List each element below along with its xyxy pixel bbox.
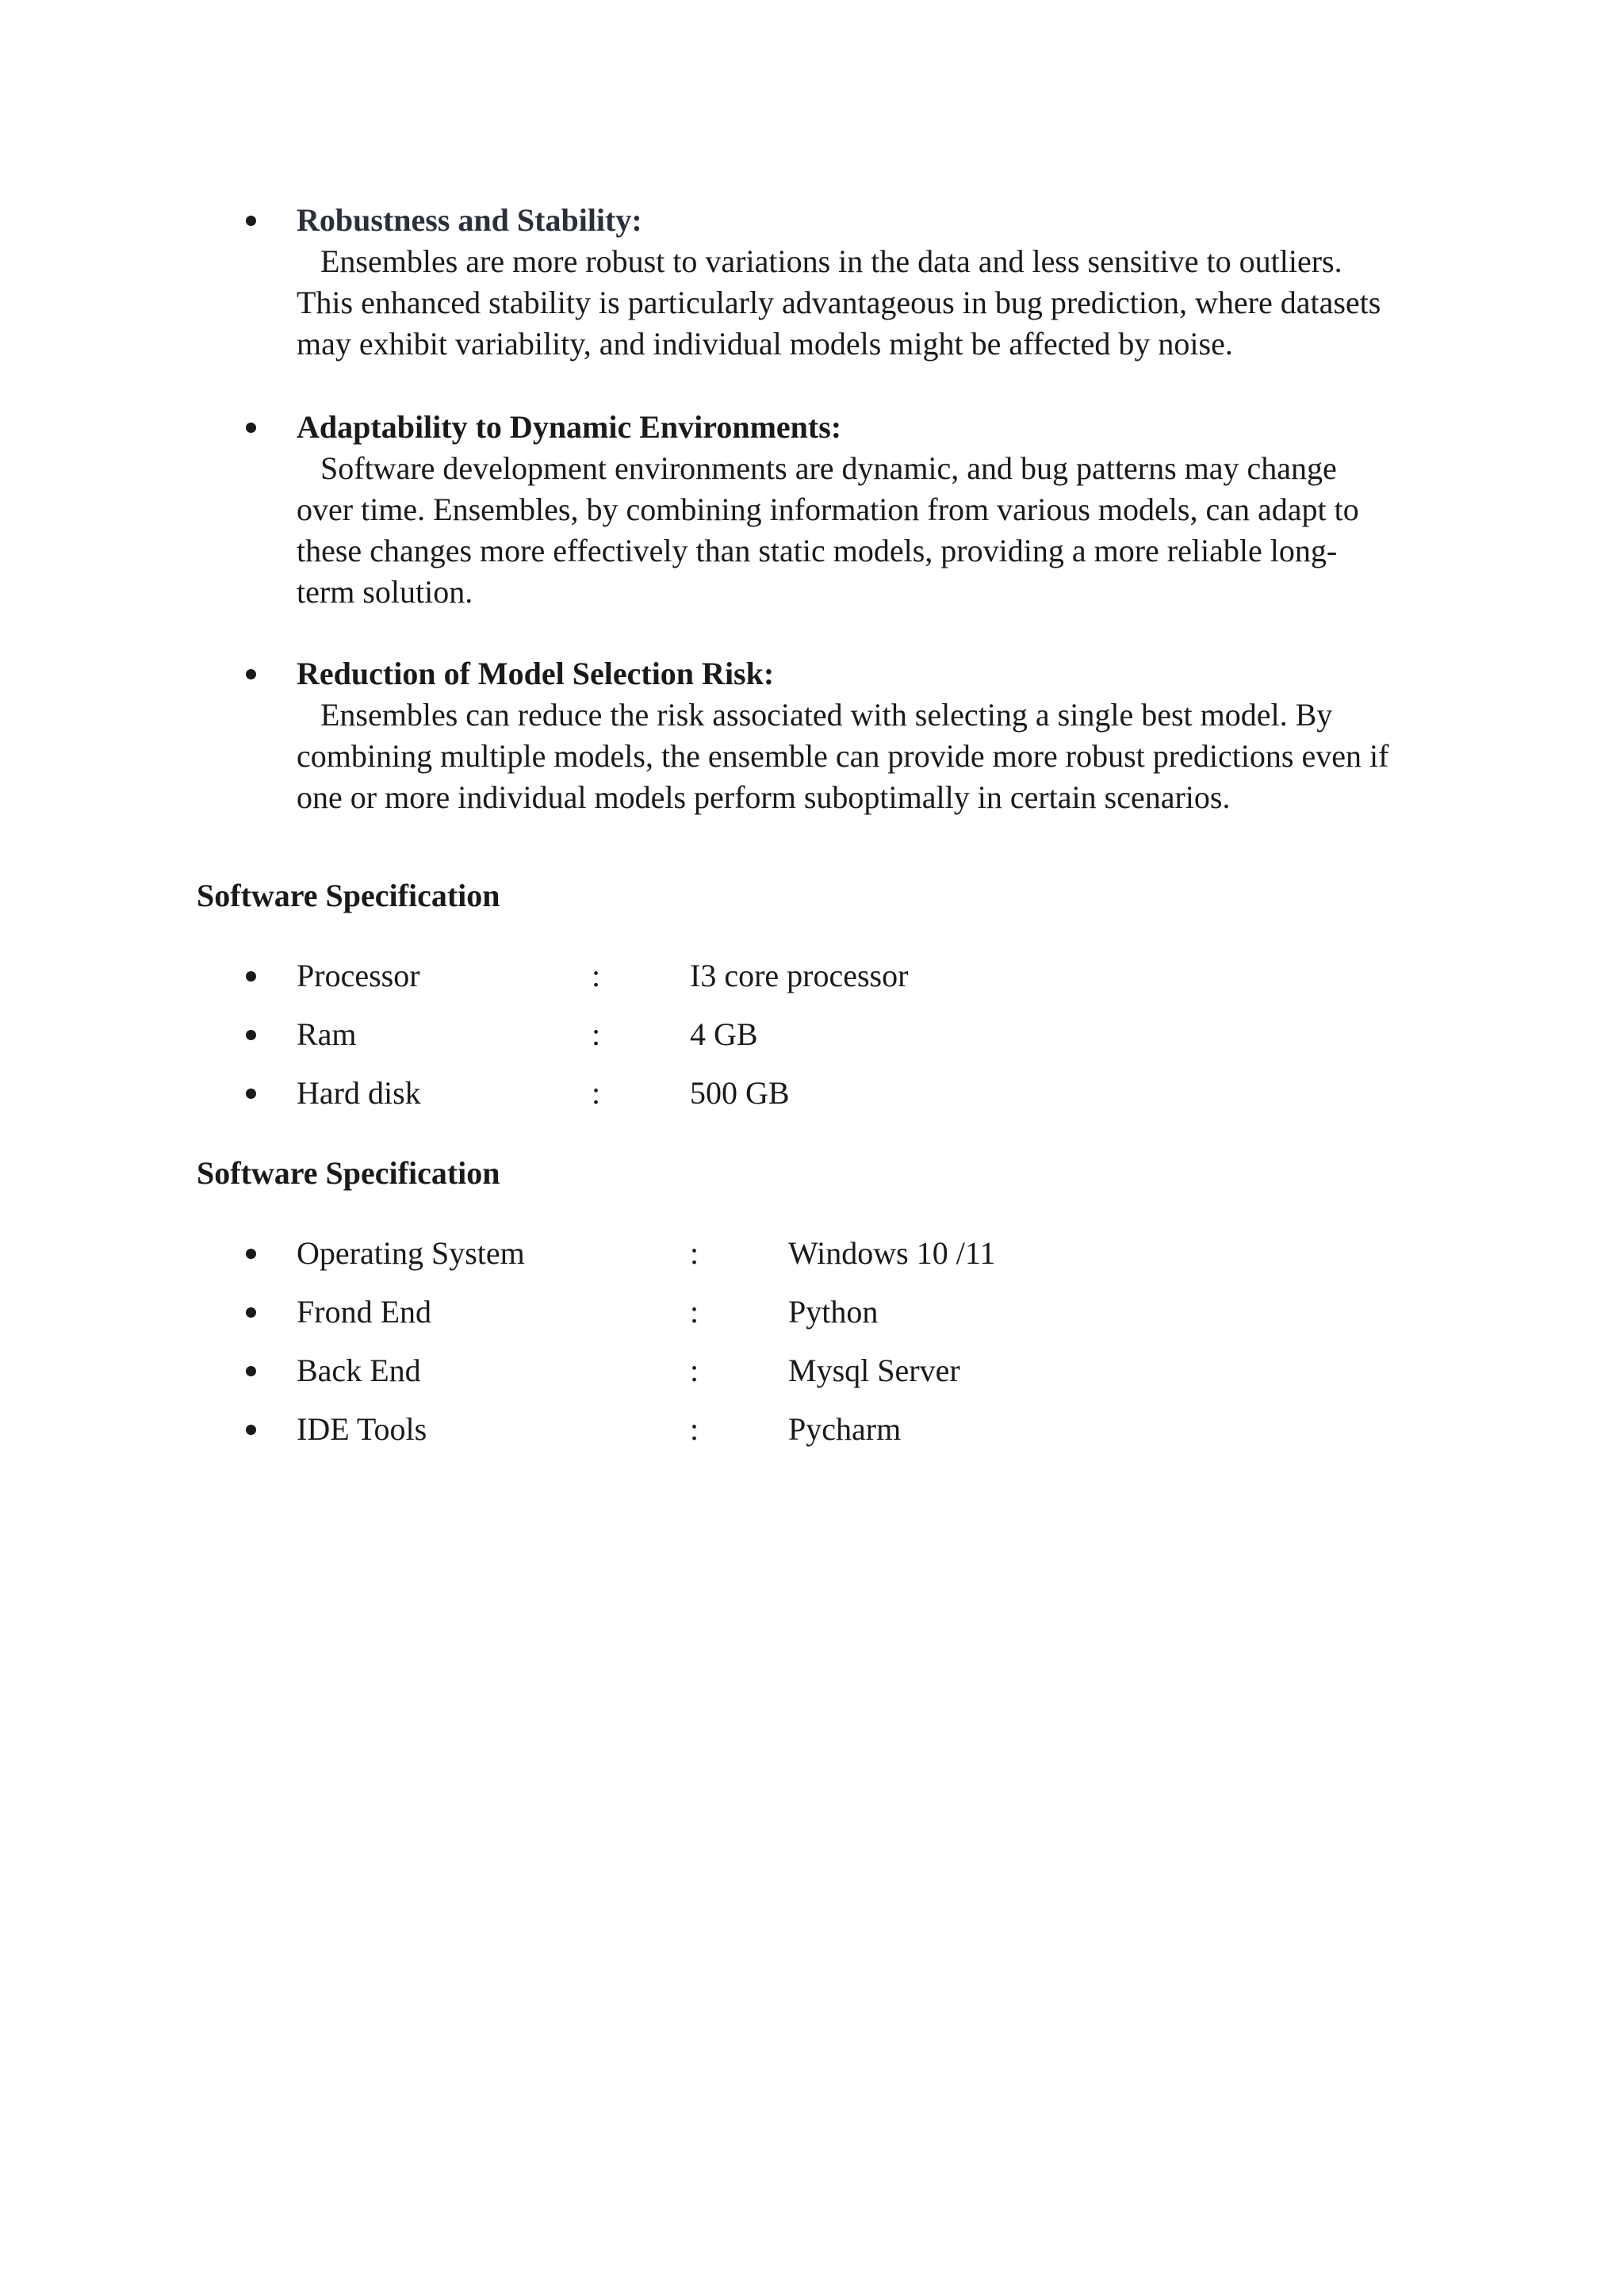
spec-row-front-end	[246, 1292, 1356, 1333]
spec-separator: :	[592, 958, 601, 993]
spec-row-hard-disk	[246, 1073, 1356, 1114]
spec-label: Frond End	[297, 1294, 431, 1330]
benefit-title: Robustness and Stability:	[297, 202, 642, 238]
spec-separator: :	[592, 1075, 601, 1111]
benefit-title: Reduction of Model Selection Risk:	[297, 656, 775, 691]
benefit-robustness	[246, 200, 1451, 366]
spec-row-processor	[246, 955, 1356, 997]
benefit-adaptability	[246, 407, 1451, 613]
spec-label: Back End	[297, 1353, 421, 1388]
benefit-text-line: may exhibit variability, and individual models might be affected by noise.	[297, 326, 1233, 362]
bullet-icon	[246, 1089, 256, 1099]
spec-label: Hard disk	[297, 1075, 421, 1111]
bullet-icon	[246, 971, 256, 982]
spec-label: IDE Tools	[297, 1411, 427, 1447]
spec-separator: :	[690, 1294, 699, 1330]
spec-separator: :	[690, 1235, 699, 1271]
bullet-icon	[246, 1307, 256, 1318]
spec-row-ide-tools	[246, 1409, 1356, 1450]
spec-value: 4 GB	[690, 1016, 758, 1052]
bullet-icon	[246, 1030, 256, 1040]
benefit-text-line: This enhanced stability is particularly advantageous in bug prediction, where datasets	[297, 285, 1381, 320]
bullet-icon	[246, 216, 256, 226]
bullet-icon	[246, 1366, 256, 1376]
spec-label: Ram	[297, 1016, 357, 1052]
spec-separator: :	[690, 1411, 699, 1447]
spec-value: Python	[788, 1294, 879, 1330]
benefit-model-selection-risk	[246, 653, 1451, 820]
benefit-text-line: Software development environments are dynamic, and bug patterns may change	[320, 450, 1337, 486]
bullet-icon	[246, 1425, 256, 1435]
spec-row-operating-system	[246, 1233, 1356, 1274]
spec-label: Processor	[297, 958, 420, 993]
benefit-text-line: Ensembles can reduce the risk associated with selecting a single best model. By	[320, 697, 1333, 733]
bullet-icon	[246, 423, 256, 433]
spec-separator: :	[690, 1353, 699, 1388]
spec-label: Operating System	[297, 1235, 525, 1271]
section-heading-hardware: Software Specification	[197, 878, 500, 913]
section-heading-software: Software Specification	[197, 1155, 500, 1191]
spec-separator: :	[592, 1016, 601, 1052]
benefit-text-line: term solution.	[297, 574, 473, 610]
spec-value: 500 GB	[690, 1075, 790, 1111]
benefit-text-line: combining multiple models, the ensemble can provide more robust predictions even if	[297, 738, 1389, 774]
benefit-text-line: Ensembles are more robust to variations in the data and less sensitive to outliers.	[320, 243, 1342, 279]
bullet-icon	[246, 669, 256, 679]
benefit-title: Adaptability to Dynamic Environments:	[297, 409, 842, 445]
bullet-icon	[246, 1249, 256, 1259]
spec-value: Windows 10 /11	[788, 1235, 996, 1271]
spec-value: I3 core processor	[690, 958, 909, 993]
benefit-text-line: these changes more effectively than static models, providing a more reliable long-	[297, 533, 1338, 568]
spec-value: Mysql Server	[788, 1353, 960, 1388]
spec-value: Pycharm	[788, 1411, 902, 1447]
spec-row-ram	[246, 1014, 1356, 1055]
benefit-text-line: over time. Ensembles, by combining information from various models, can adapt to	[297, 492, 1359, 527]
benefit-text-line: one or more individual models perform suboptimally in certain scenarios.	[297, 779, 1231, 815]
spec-row-back-end	[246, 1350, 1356, 1391]
